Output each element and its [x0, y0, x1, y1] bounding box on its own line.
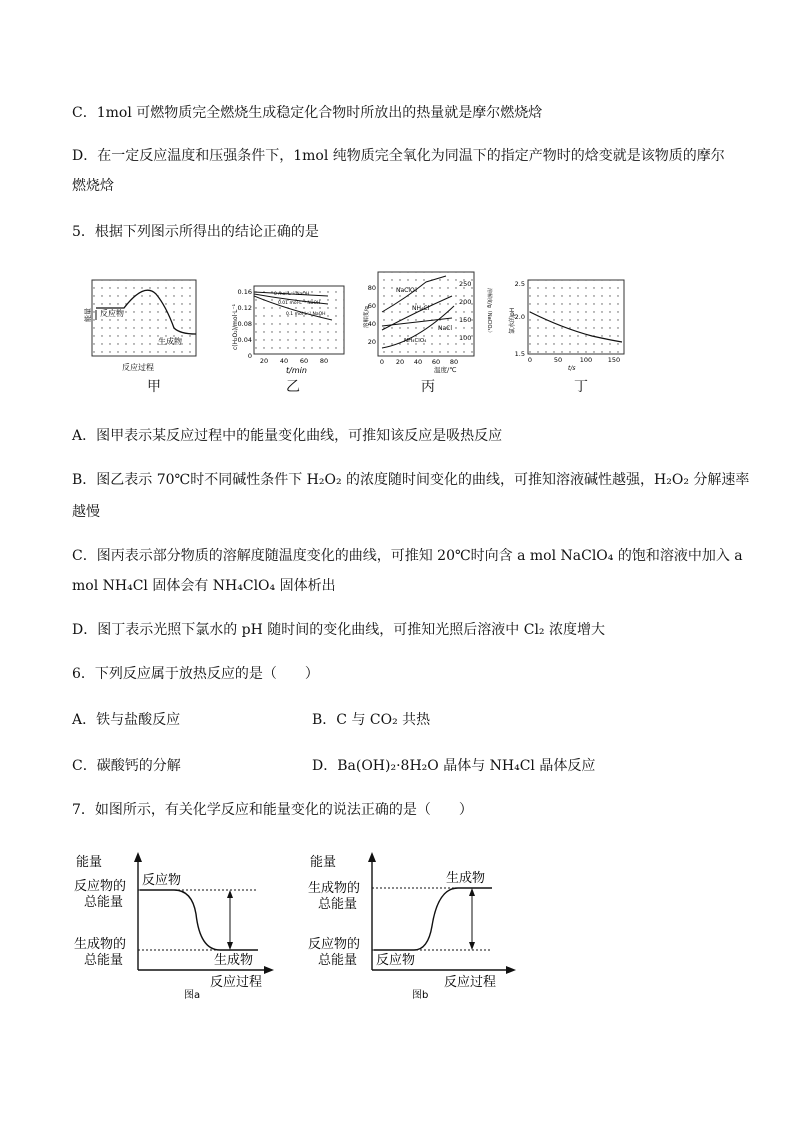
fig-jia-xlabel: 反应过程	[122, 363, 154, 372]
fig-b-label-bot: 反应物的	[308, 937, 361, 952]
fig-jia-reactant: 反应物	[100, 309, 124, 318]
fig-ding-xtick: 150	[607, 356, 621, 364]
fig-a	[74, 850, 274, 1000]
fig-bing-series-1: NH₄Cl	[412, 305, 430, 312]
q5-option-b-line1: B．图乙表示 70℃时不同碱性条件下 H₂O₂ 的浓度随时间变化的曲线，可推知溶液碱性越强，H₂O₂ 分解速率	[72, 472, 750, 488]
fig-bing-series-0: NaClO₄	[396, 287, 418, 294]
fig-bing	[356, 268, 496, 376]
q5-option-d: D．图丁表示光照下氯水的 pH 随时间的变化曲线，可推知光照后溶液中 Cl₂ 浓度增大	[72, 622, 605, 638]
fig-bing-ytick-left: 40	[367, 320, 376, 328]
fig-yi-legend-2: 0.1 mol·L⁻¹ NaOH	[286, 312, 326, 317]
q6-stem: 6．下列反应属于放热反应的是（ ）	[72, 666, 319, 682]
fig-jia-ylabel: 能量	[84, 308, 92, 322]
fig-bing-ytick-left: 80	[367, 284, 376, 292]
fig-ding-xtick: 0	[527, 356, 533, 364]
fig-yi-legend-1: 0.01 mol·L⁻¹ NaOH	[278, 301, 321, 306]
fig-a-curve-bot: 生成物	[214, 953, 254, 968]
fig-bing-ytick-left: 20	[367, 338, 376, 346]
q6-option-c: C．碳酸钙的分解	[72, 758, 181, 774]
fig-a-xlabel: 反应过程	[210, 975, 263, 990]
fig-ding-xtick: 100	[579, 356, 593, 364]
fig-bing-series-2: NaCl	[438, 325, 453, 332]
fig-yi-ytick: 0.04	[237, 336, 252, 344]
fig-bing-ylabel-right: 溶解度/g（NaClO₄）	[486, 288, 492, 336]
fig-ding-ytick: 2.5	[514, 280, 525, 288]
fig-b-xlabel: 反应过程	[444, 975, 497, 990]
fig-yi-ytick: 0.16	[237, 288, 252, 296]
fig-bing-xtick: 80	[449, 358, 459, 366]
fig-bing-xtick: 20	[395, 358, 405, 366]
fig-a-ylabel: 能量	[76, 855, 103, 870]
fig-bing-ytick-right: 100	[459, 334, 472, 342]
fig-jia	[74, 276, 204, 376]
q4-option-d-line1: D．在一定反应温度和压强条件下，1mol 纯物质完全氧化为同温下的指定产物时的焓变就是该物质的摩尔	[72, 148, 725, 164]
fig-yi-xlabel: t/min	[286, 366, 307, 375]
q5-option-a: A．图甲表示某反应过程中的能量变化曲线，可推知该反应是吸热反应	[72, 428, 503, 444]
fig-yi-ytick: 0.08	[237, 320, 252, 328]
q6-option-d: D．Ba(OH)₂·8H₂O 晶体与 NH₄Cl 晶体反应	[312, 758, 596, 774]
fig-bing-xlabel: 温度/℃	[434, 366, 457, 374]
fig-yi-ylabel: c(H₂O₂)/mol·L⁻¹	[232, 303, 239, 350]
fig-a-label-top: 反应物的	[74, 879, 127, 894]
fig-b-curve-top: 生成物	[446, 871, 486, 886]
fig-ding	[502, 276, 632, 372]
fig-ding-caption: 丁	[574, 379, 588, 395]
fig-yi-xtick: 40	[279, 357, 289, 365]
q5-option-c-line1: C．图丙表示部分物质的溶解度随温度变化的曲线，可推知 20℃时向含 a mol NaClO₄ 的饱和溶液中加入 a	[72, 548, 743, 564]
fig-b-caption: 图b	[412, 990, 429, 1000]
fig-ding-xlabel: t/s	[568, 365, 576, 372]
fig-yi-xtick: 80	[319, 357, 329, 365]
fig-jia-product: 生成物	[158, 337, 182, 346]
fig-yi-legend-0: 0 mol·L⁻¹ NaOH	[274, 292, 310, 297]
fig-jia-caption: 甲	[147, 379, 161, 395]
fig-bing-ytick-right: 250	[459, 280, 472, 288]
fig-bing-ylabel-left: 溶解度/g	[364, 306, 370, 328]
fig-ding-ytick: 2.0	[514, 313, 525, 321]
fig-ding-ytick: 1.5	[514, 350, 525, 358]
fig-yi-caption: 乙	[286, 379, 300, 395]
q5-option-c-line2: mol NH₄Cl 固体会有 NH₄ClO₄ 固体析出	[72, 578, 336, 594]
fig-a-curve-top: 反应物	[142, 873, 182, 888]
fig-yi-xtick: 20	[259, 357, 269, 365]
fig-bing-xtick: 60	[431, 358, 441, 366]
fig-yi-ytick: 0	[247, 352, 252, 360]
q6-option-a: A．铁与盐酸反应	[72, 712, 181, 728]
fig-a-caption: 图a	[184, 990, 201, 1000]
fig-yi-xtick: 60	[299, 357, 309, 365]
fig-a-label-bot: 生成物的	[74, 937, 127, 952]
q7-stem: 7．如图所示，有关化学反应和能量变化的说法正确的是（ ）	[72, 802, 473, 818]
fig-a-label-top2: 总能量	[84, 895, 124, 910]
fig-bing-caption: 丙	[421, 379, 435, 395]
q5-stem: 5．根据下列图示所得出的结论正确的是	[72, 224, 319, 240]
fig-ding-ylabel: 氯水的pH	[509, 307, 516, 334]
fig-bing-series-3: NH₄ClO₄	[404, 338, 427, 344]
fig-yi	[228, 280, 348, 376]
fig-b-label-top2: 总能量	[318, 897, 358, 912]
fig-b	[308, 850, 518, 1000]
fig-b-ylabel: 能量	[310, 855, 337, 870]
fig-ding-xtick: 50	[553, 356, 563, 364]
fig-bing-ytick-left: 60	[367, 302, 376, 310]
fig-b-label-bot2: 总能量	[318, 953, 358, 968]
fig-yi-ytick: 0.12	[237, 304, 252, 312]
fig-bing-ytick-right: 150	[459, 316, 472, 324]
fig-b-curve-bot: 反应物	[376, 953, 416, 968]
fig-a-label-bot2: 总能量	[84, 953, 124, 968]
q4-option-c: C．1mol 可燃物质完全燃烧生成稳定化合物时所放出的热量就是摩尔燃烧焓	[72, 105, 543, 121]
fig-b-label-top: 生成物的	[308, 881, 361, 896]
q6-option-b: B．C 与 CO₂ 共热	[312, 712, 431, 728]
q4-option-d-line2: 燃烧焓	[72, 178, 114, 194]
fig-bing-ytick-right: 200	[459, 298, 472, 306]
fig-bing-xtick: 0	[379, 358, 385, 366]
fig-bing-xtick: 40	[413, 358, 423, 366]
q5-option-b-line2: 越慢	[72, 504, 100, 520]
